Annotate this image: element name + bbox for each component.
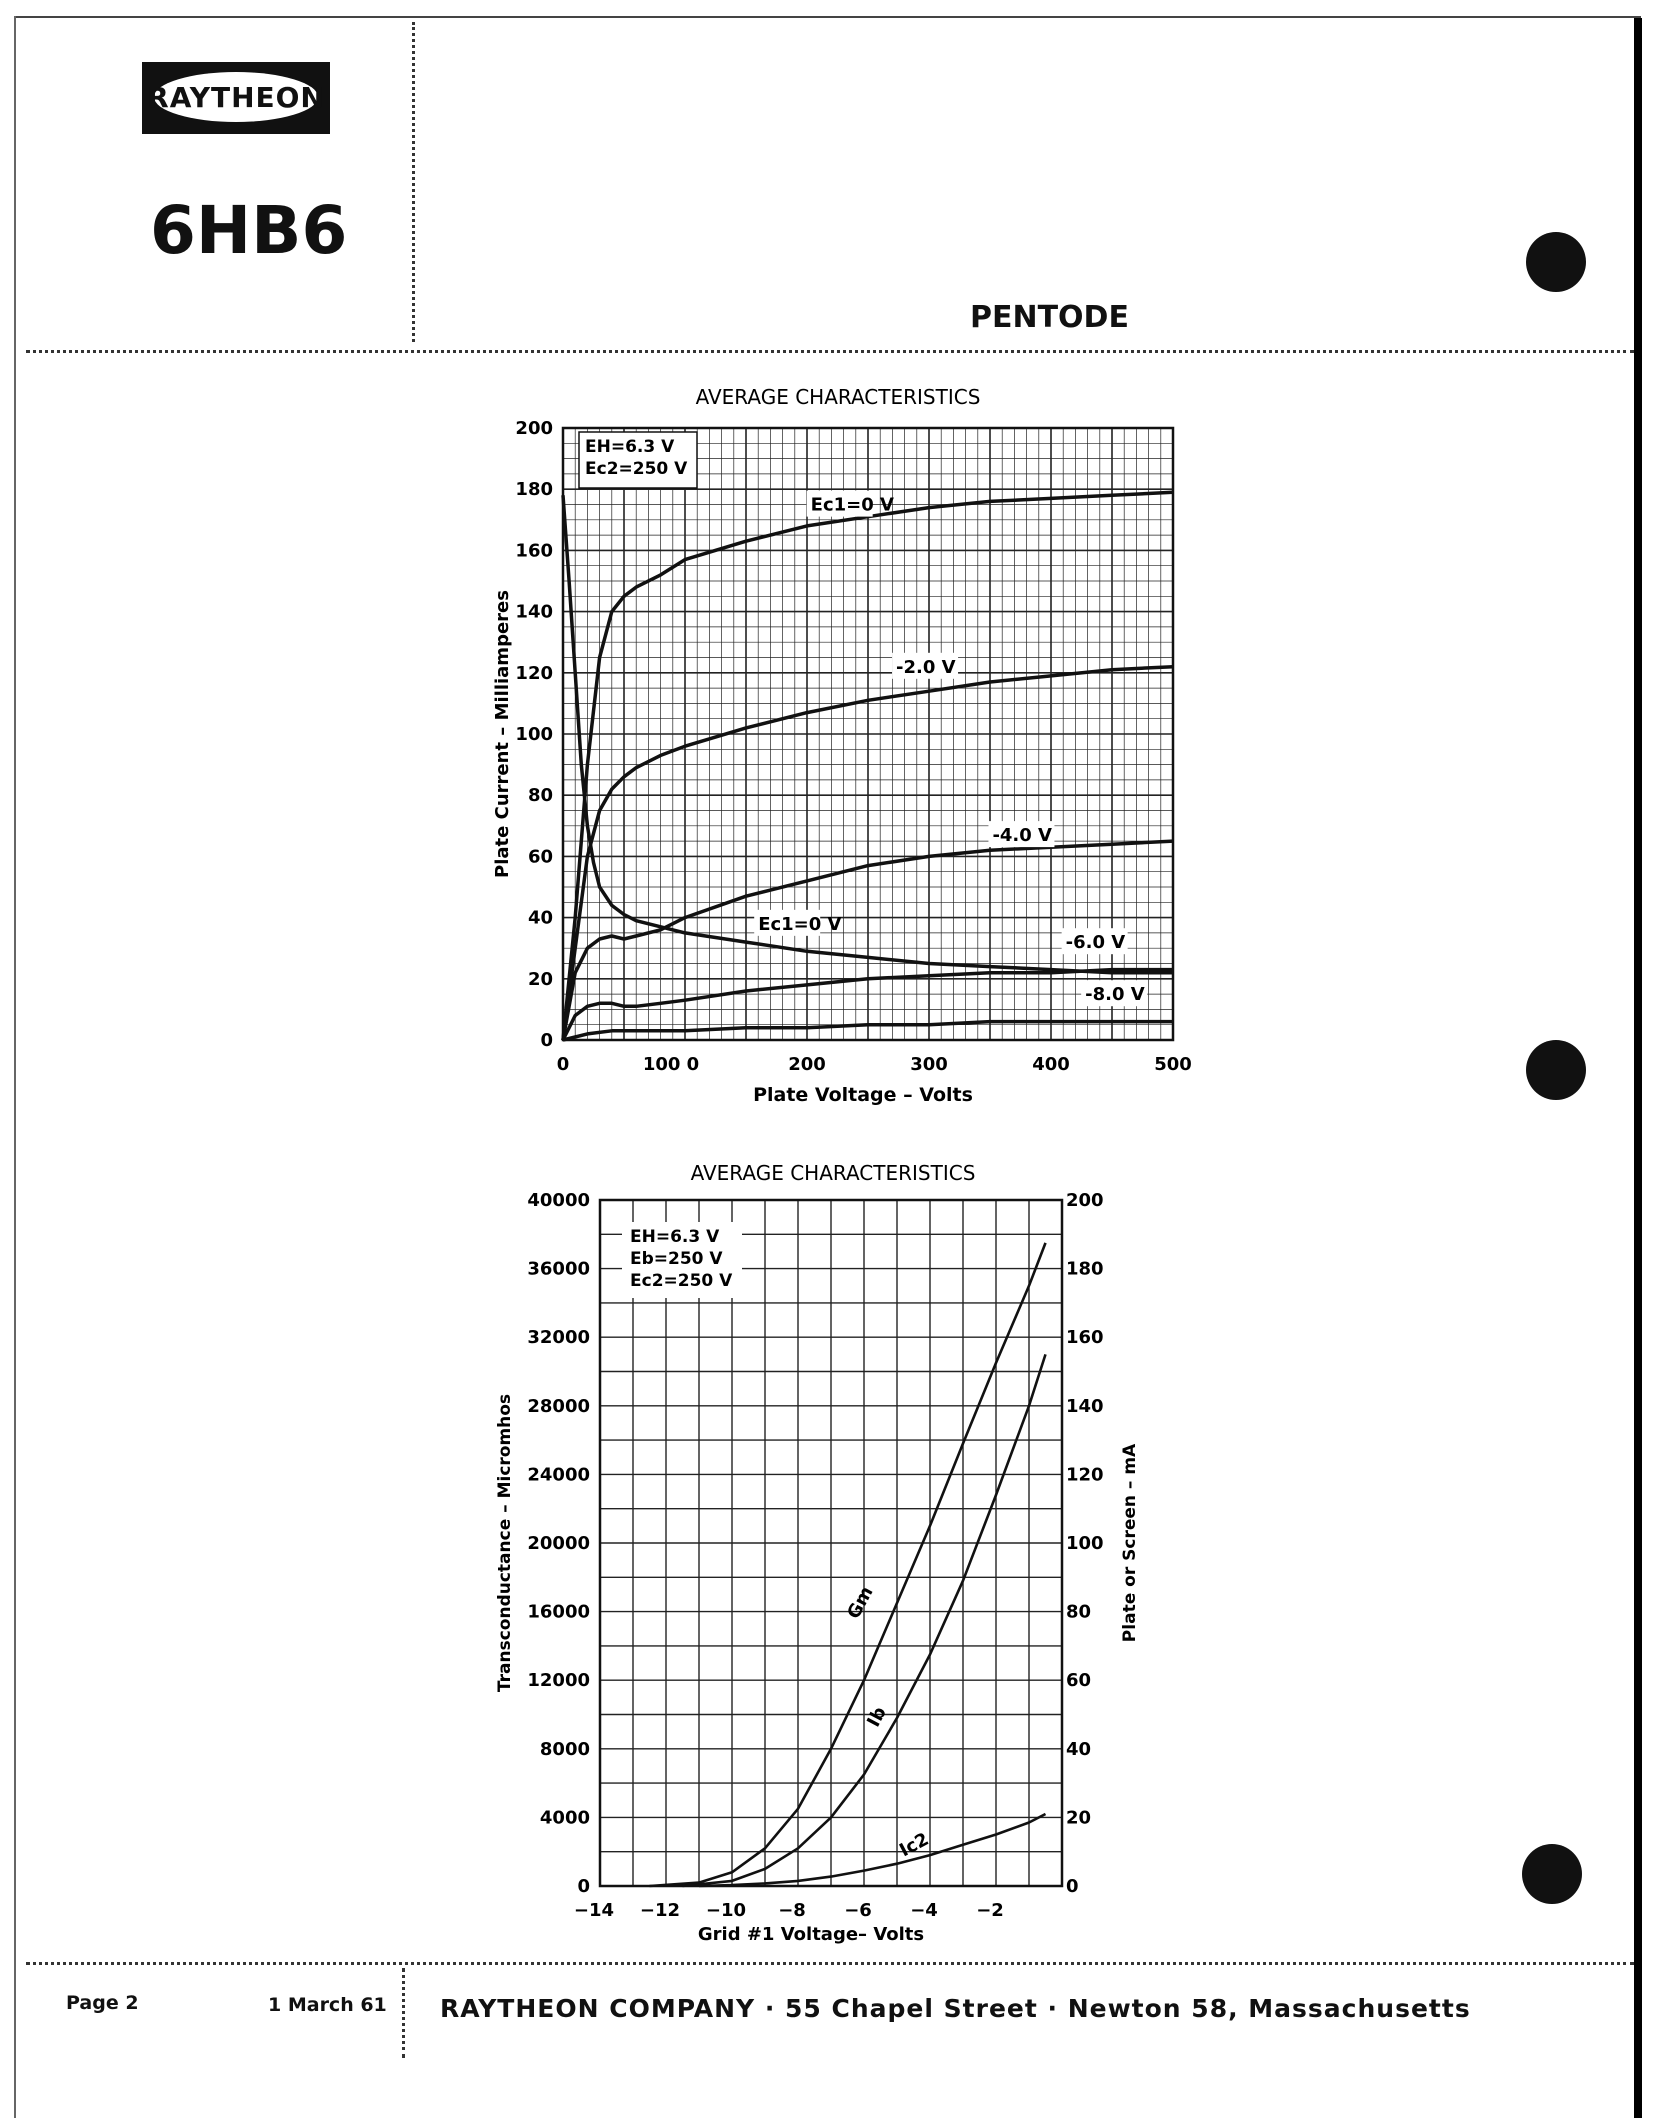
series-label: Ec1=0 V [758, 913, 842, 935]
y-tick-label: 200 [515, 418, 553, 439]
y2-tick-label: 60 [1066, 1670, 1092, 1692]
page-top-edge [16, 16, 1641, 18]
y2-tick-label: 100 [1066, 1533, 1104, 1554]
y-tick-label: 16000 [527, 1601, 590, 1623]
x-tick-label: −14 [573, 1900, 615, 1921]
condition-text: Eb=250 V [630, 1249, 723, 1269]
y2-tick-label: 80 [1066, 1601, 1092, 1623]
y-tick-label: 100 [515, 724, 553, 745]
x-tick-label: 400 [1032, 1054, 1070, 1075]
y2-tick-label: 20 [1066, 1807, 1092, 1829]
y-tick-label: 180 [515, 479, 553, 501]
x-tick-label: 0 [556, 1054, 570, 1075]
condition-text: Ec2=250 V [585, 459, 688, 479]
footer-company-address: RAYTHEON COMPANY · 55 Chapel Street · Newton 58, Massachusetts [440, 1994, 1471, 2023]
series-label: -8.0 V [1085, 984, 1145, 1006]
series-label: -2.0 V [896, 656, 956, 678]
y-tick-label: 4000 [539, 1807, 590, 1829]
series-curve [650, 1243, 1046, 1886]
series-label: Ic2 [896, 1828, 933, 1862]
y-tick-label: 24000 [527, 1464, 590, 1486]
x-tick-label: −6 [844, 1900, 872, 1921]
x-tick-label: −2 [976, 1900, 1004, 1921]
y-tick-label: 160 [515, 540, 553, 562]
footer-rule [26, 1962, 1634, 1965]
punch-hole-bottom [1522, 1844, 1582, 1904]
y-axis-label: Transconductance – Micromhos [495, 1393, 515, 1693]
y-tick-label: 80 [527, 785, 553, 807]
x-tick-label: −12 [639, 1900, 681, 1921]
tube-type: 6HB6 [150, 192, 348, 269]
y-tick-label: 32000 [527, 1327, 590, 1349]
y2-tick-label: 120 [1066, 1464, 1104, 1486]
header-divider [412, 22, 415, 342]
series-label: -4.0 V [992, 825, 1053, 847]
tube-class: PENTODE [970, 300, 1129, 335]
page-right-border [1634, 18, 1642, 2118]
series-label: -6.0 V [1065, 932, 1126, 954]
x-tick-label: 300 [910, 1054, 948, 1075]
punch-hole-middle [1526, 1040, 1586, 1100]
footer-page-number: Page 2 [66, 1992, 139, 2014]
y2-axis-label: Plate or Screen – mA [1120, 1443, 1140, 1643]
y-tick-label: 40000 [527, 1190, 590, 1211]
series-label: Ec1=0 V [810, 494, 894, 516]
y2-tick-label: 0 [1066, 1876, 1079, 1897]
x-axis-label: Plate Voltage – Volts [753, 1084, 973, 1106]
y-tick-label: 12000 [527, 1670, 590, 1692]
footer-divider [402, 1968, 405, 2058]
punch-hole-top [1526, 232, 1586, 292]
page-left-edge [14, 16, 16, 2118]
y2-tick-label: 40 [1066, 1738, 1092, 1760]
y-tick-label: 40 [527, 907, 553, 929]
chart-title: AVERAGE CHARACTERISTICS [690, 1161, 976, 1185]
x-tick-label: 100 0 [642, 1054, 700, 1075]
brand-logo [142, 62, 330, 134]
condition-text: Ec2=250 V [630, 1271, 733, 1291]
transfer-characteristics-chart [460, 1150, 1200, 1950]
condition-text: EH=6.3 V [630, 1227, 720, 1247]
y-tick-label: 140 [515, 601, 553, 623]
y-tick-label: 28000 [527, 1395, 590, 1417]
series-label: Ib [863, 1703, 891, 1731]
series-label: Gm [843, 1583, 878, 1623]
condition-text: EH=6.3 V [585, 437, 675, 457]
y-tick-label: 8000 [539, 1738, 590, 1760]
y2-tick-label: 180 [1066, 1258, 1104, 1280]
y2-tick-label: 160 [1066, 1327, 1104, 1349]
y-axis-label: Plate Current – Milliamperes [492, 590, 513, 878]
y-tick-label: 0 [577, 1876, 590, 1897]
y-tick-label: 20000 [527, 1533, 590, 1554]
x-tick-label: −10 [705, 1900, 747, 1921]
x-tick-label: −4 [910, 1900, 938, 1921]
y2-tick-label: 200 [1066, 1190, 1104, 1211]
brand-logo-text: RAYTHEON [154, 72, 318, 122]
y-tick-label: 60 [527, 846, 553, 868]
x-tick-label: 200 [788, 1054, 826, 1075]
y-tick-label: 120 [515, 662, 553, 684]
footer-date: 1 March 61 [268, 1994, 387, 2016]
plate-characteristics-chart [460, 370, 1220, 1130]
y-tick-label: 20 [527, 968, 553, 990]
y-tick-label: 0 [540, 1030, 553, 1051]
x-tick-label: 500 [1154, 1054, 1192, 1075]
y-tick-label: 36000 [527, 1258, 590, 1280]
y2-tick-label: 140 [1066, 1395, 1104, 1417]
header-rule [26, 350, 1634, 353]
x-tick-label: −8 [778, 1900, 806, 1921]
chart-title: AVERAGE CHARACTERISTICS [695, 385, 981, 409]
x-axis-label: Grid #1 Voltage– Volts [697, 1924, 925, 1945]
